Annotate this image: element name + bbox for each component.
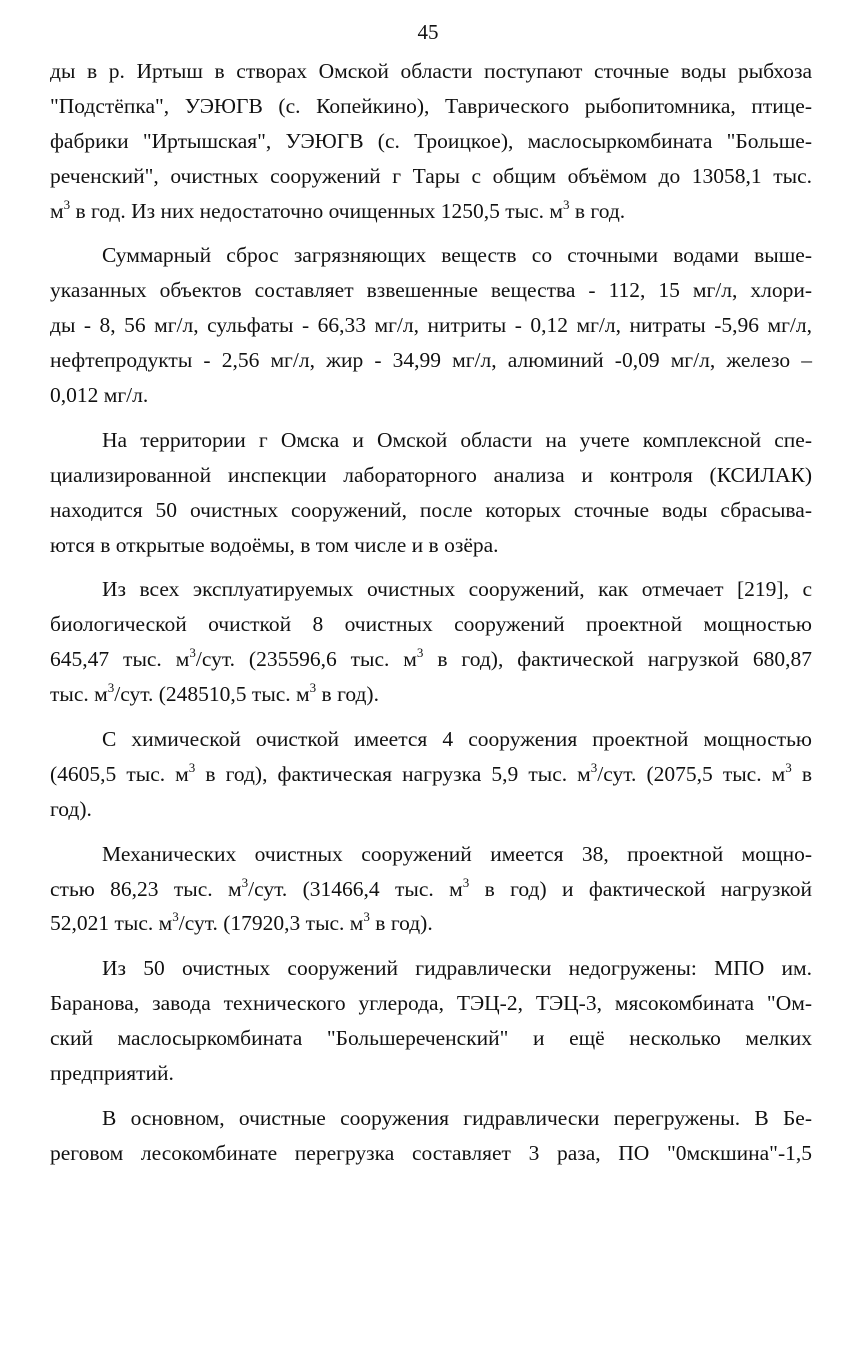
paragraph-gap: [50, 827, 812, 837]
paragraph-gap: [50, 562, 812, 572]
text-line: Суммарный сброс загрязняющих веществ со сточными водами выше-: [102, 243, 812, 268]
paragraph-gap: [50, 413, 812, 423]
paragraph-gap: [50, 712, 812, 722]
page-number: 45: [417, 20, 439, 44]
text-line: ды в р. Иртыш в створах Омской области поступают сточные воды рыбхоза: [50, 59, 812, 83]
paragraph: [50, 1101, 812, 1171]
text-line: находится 50 очистных сооружений, после которых сточные воды сбрасыва-: [50, 497, 812, 522]
text-line: фабрики "Иртышская", УЭЮГВ (с. Троицкое), маслосыркомбината "Больше-: [50, 128, 812, 153]
text-line: ды - 8, 56 мг/л, сульфаты - 66,33 мг/л, нитриты - 0,12 мг/л, нитраты -5,96 мг/л,: [50, 313, 812, 338]
text-line: 0,012 мг/л.: [50, 383, 149, 408]
text-line: стью 86,23 тыс. $м^3$/сут. (31466,4 тыс. $м^3$ в год) и фактической нагрузкой: [50, 874, 813, 901]
superscript: 3: [590, 759, 598, 775]
superscript: 3: [172, 909, 179, 925]
text-line: ский маслосыркомбината "Большереченский" и ещё несколько мелких: [50, 1026, 812, 1051]
paragraph-gap: [50, 1091, 812, 1101]
text-line: циализированной инспекции лабораторного анализа и контроля (КСИЛАК): [50, 462, 812, 487]
text-line: (4605,5 тыс. $м^3$ в год), фактическая нагрузка 5,9 тыс. $м^3$/сут. (2075,5 тыс. $м^3$ в: [50, 759, 812, 786]
superscript: 3: [363, 909, 370, 925]
text-line: нефтепродукты - 2,56 мг/л, жир - 34,99 мг/л, алюминий -0,09 мг/л, железо –: [50, 348, 812, 373]
text-line: Из всех эксплуатируемых очистных сооружений, как отмечает [219], с: [102, 577, 812, 602]
text-line: На территории г Омска и Омской области на учете комплексной спе-: [102, 427, 812, 452]
text-line: год).: [50, 796, 92, 821]
paragraph: [50, 722, 812, 827]
text-line: реченский", очистных сооружений г Тары с общим объёмом до 13058,1 тыс.: [50, 163, 812, 188]
superscript: 3: [107, 680, 115, 696]
superscript: 3: [241, 874, 249, 890]
paragraph: [50, 238, 812, 412]
text-line: "Подстёпка", УЭЮГВ (с. Копейкино), Таврического рыбопитомника, птице-: [50, 93, 812, 118]
text-line: $м^3$ в год. Из них недостаточно очищенных 1250,5 тыс. $м^3$ в год.: [50, 196, 626, 223]
paragraph: [50, 572, 812, 712]
text-line: биологической очисткой 8 очистных сооружений проектной мощностью: [50, 612, 812, 637]
superscript: 3: [188, 759, 196, 775]
paragraph-gap: [50, 941, 812, 951]
superscript: 3: [785, 759, 792, 775]
paragraph: [50, 423, 812, 563]
text-line: 52,021 тыс. $м^3$/сут. (17920,3 тыс. $м^3$ в год).: [50, 909, 433, 936]
text-line: Из 50 очистных сооружений гидравлически недогружены: МПО им.: [102, 956, 812, 981]
superscript: 3: [63, 196, 71, 212]
text-line: В основном, очистные сооружения гидравлически перегружены. В Бе-: [102, 1105, 812, 1130]
text-line: ются в открытые водоёмы, в том числе и в озёра.: [50, 532, 499, 557]
text-line: 645,47 тыс. $м^3$/сут. (235596,6 тыс. $м^3$ в год), фактической нагрузкой 680,87: [50, 645, 812, 672]
text-line: тыс. $м^3$/сут. (248510,5 тыс. $м^3$ в год).: [50, 680, 379, 707]
superscript: 3: [462, 874, 470, 890]
text-line: Баранова, завода технического углерода, ТЭЦ-2, ТЭЦ-3, мясокомбината "Ом-: [50, 991, 812, 1016]
text-line: реговом лесокомбинате перегрузка составляет 3 раза, ПО "0мскшина"-1,5: [50, 1140, 812, 1165]
text-line: Механических очистных сооружений имеется 38, проектной мощно-: [102, 841, 812, 866]
text-line: предприятий.: [50, 1061, 174, 1086]
paragraph-gap: [50, 228, 812, 238]
text-line: указанных объектов составляет взвешенные вещества - 112, 15 мг/л, хлори-: [50, 278, 812, 303]
paragraph: [50, 837, 812, 942]
body-text: [50, 54, 812, 1171]
superscript: 3: [416, 645, 424, 661]
superscript: 3: [189, 645, 196, 661]
superscript: 3: [563, 196, 570, 212]
paragraph: [50, 54, 812, 228]
text-line: С химической очисткой имеется 4 сооружения проектной мощностью: [102, 727, 812, 752]
paragraph: [50, 951, 812, 1091]
superscript: 3: [309, 680, 317, 696]
